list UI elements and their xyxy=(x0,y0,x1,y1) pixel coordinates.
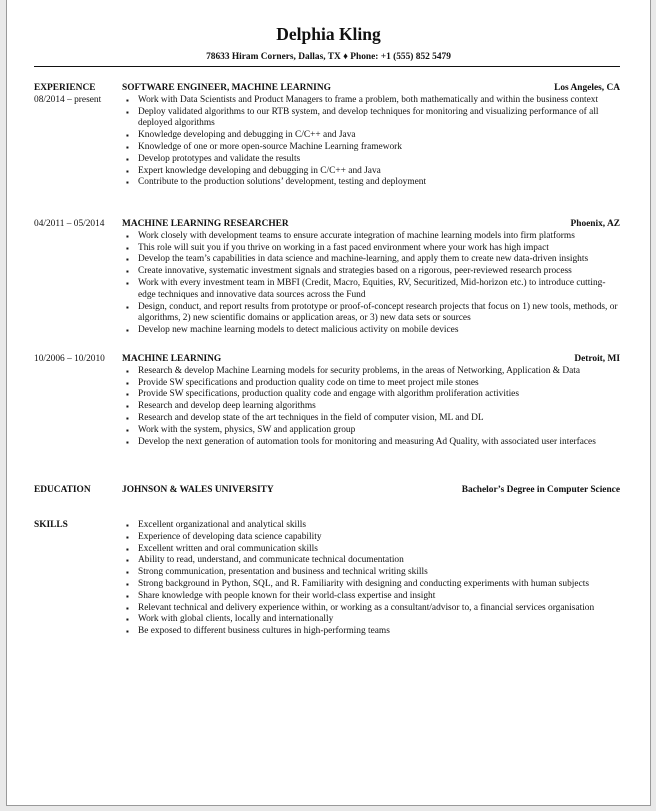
bullet-item: ▪ Work closely with development teams to ensure accurate integration of machine learning models into firm platforms xyxy=(122,231,620,243)
bullet-item: ▪ Be exposed to different business cultures in high-performing teams xyxy=(122,626,620,638)
bullet-item: ▪ Excellent written and oral communication skills xyxy=(122,544,620,556)
bullet-item: ▪ Work with Data Scientists and Product Managers to frame a problem, both mathematically and within the business context xyxy=(122,95,620,107)
bullet-item: ▪ Relevant technical and delivery experience within, or working as a consultant/advisor to, a financial services organisation xyxy=(122,603,620,615)
job-bullets xyxy=(122,366,620,449)
bullet-item: ▪ Provide SW specifications and production quality code on time to meet project mile stones xyxy=(122,378,620,390)
candidate-name: Delphia Kling xyxy=(276,24,381,44)
experience-job-1 xyxy=(34,83,620,189)
job-dates: 10/2006 – 10/2010 xyxy=(34,354,105,364)
bullet-item: ▪ Create innovative, systematic investment signals and strategies based on a rigorous, peer-reviewed research process xyxy=(122,266,620,278)
contact-info: 78633 Hiram Corners, Dallas, TX ♦ Phone: +1 (555) 852 5479 xyxy=(206,52,451,62)
bullet-item: ▪ Provide SW specifications, production quality code and engage with algorithm proliferation activities xyxy=(122,389,620,401)
job-title: MACHINE LEARNING RESEARCHER xyxy=(122,219,289,229)
bullet-item: ▪ Experience of developing data science capability xyxy=(122,532,620,544)
bullet-item: ▪ Ability to read, understand, and communicate technical documentation xyxy=(122,555,620,567)
bullet-item: ▪ Develop prototypes and validate the results xyxy=(122,154,620,166)
bullet-item: ▪ Work with every investment team in MBFI (Credit, Macro, Equities, RV, Securitized, Mid-horizon etc.) to introduce cutting-edge techniques and innovative data sources across the Fund xyxy=(122,278,620,302)
job-location: Los Angeles, CA xyxy=(554,83,620,93)
skills-list xyxy=(122,520,620,638)
experience-job-2 xyxy=(34,219,620,337)
experience-job-3 xyxy=(34,354,620,448)
bullet-item: ▪ Knowledge developing and debugging in C/C++ and Java xyxy=(122,130,620,142)
bullet-item: ▪ Research and develop state of the art techniques in the field of computer vision, ML and DL xyxy=(122,413,620,425)
job-bullets xyxy=(122,231,620,337)
job-location: Detroit, MI xyxy=(574,354,620,364)
bullet-item: ▪ Contribute to the production solutions’ development, testing and deployment xyxy=(122,177,620,189)
bullet-item: ▪ Develop the next generation of automation tools for monitoring and measuring Ad Quality, with associated user interfaces xyxy=(122,437,620,449)
bullet-item: ▪ Research & develop Machine Learning models for security problems, in the areas of Networking, Application & Data xyxy=(122,366,620,378)
education-heading: EDUCATION xyxy=(34,485,91,495)
bullet-item: ▪ Work with the system, physics, SW and application group xyxy=(122,425,620,437)
bullet-item: ▪ Work with global clients, locally and internationally xyxy=(122,614,620,626)
skills-section xyxy=(34,520,620,638)
bullet-item: ▪ Expert knowledge developing and debugging in C/C++ and Java xyxy=(122,166,620,178)
bullet-item: ▪ Design, conduct, and report results from prototype or proof-of-concept research projects that focus on 1) new tools, methods, or algorithms, 2) new scientific domains or application areas, or 3) new data sets or sources xyxy=(122,302,620,326)
degree: Bachelor’s Degree in Computer Science xyxy=(461,485,620,495)
bullet-item: ▪ Share knowledge with people known for their world-class expertise and insight xyxy=(122,591,620,603)
resume-page xyxy=(6,0,651,806)
bullet-item: ▪ Strong background in Python, SQL, and R. Familiarity with designing and conducting experiments with human subjects xyxy=(122,579,620,591)
bullet-item: ▪ Knowledge of one or more open-source Machine Learning framework xyxy=(122,142,620,154)
header-divider xyxy=(34,66,620,67)
job-title: MACHINE LEARNING xyxy=(122,354,222,364)
job-title: SOFTWARE ENGINEER, MACHINE LEARNING xyxy=(122,83,331,93)
job-dates: 08/2014 – present xyxy=(34,94,102,105)
bullet-item: ▪ Research and develop deep learning algorithms xyxy=(122,401,620,413)
school-name: JOHNSON & WALES UNIVERSITY xyxy=(122,485,274,495)
bullet-item: ▪ Develop new machine learning models to detect malicious activity on mobile devices xyxy=(122,325,620,337)
bullet-item: ▪ Deploy validated algorithms to our RTB system, and develop techniques for monitoring and visualizing performance of all deployed algorithms xyxy=(122,107,620,131)
job-location: Phoenix, AZ xyxy=(570,219,620,229)
education-section xyxy=(34,485,620,497)
bullet-item: ▪ Develop the team’s capabilities in data science and machine-learning, and apply them to create new data-driven insights xyxy=(122,254,620,266)
bullet-item: ▪ Strong communication, presentation and business and technical writing skills xyxy=(122,567,620,579)
skills-heading: SKILLS xyxy=(34,520,68,530)
job-bullets xyxy=(122,95,620,189)
job-dates: 04/2011 – 05/2014 xyxy=(34,219,105,229)
bullet-item: ▪ This role will suit you if you thrive on working in a fast paced environment where your work has high impact xyxy=(122,243,620,255)
bullet-item: ▪ Excellent organizational and analytical skills xyxy=(122,520,620,532)
experience-heading: EXPERIENCE xyxy=(34,83,96,93)
